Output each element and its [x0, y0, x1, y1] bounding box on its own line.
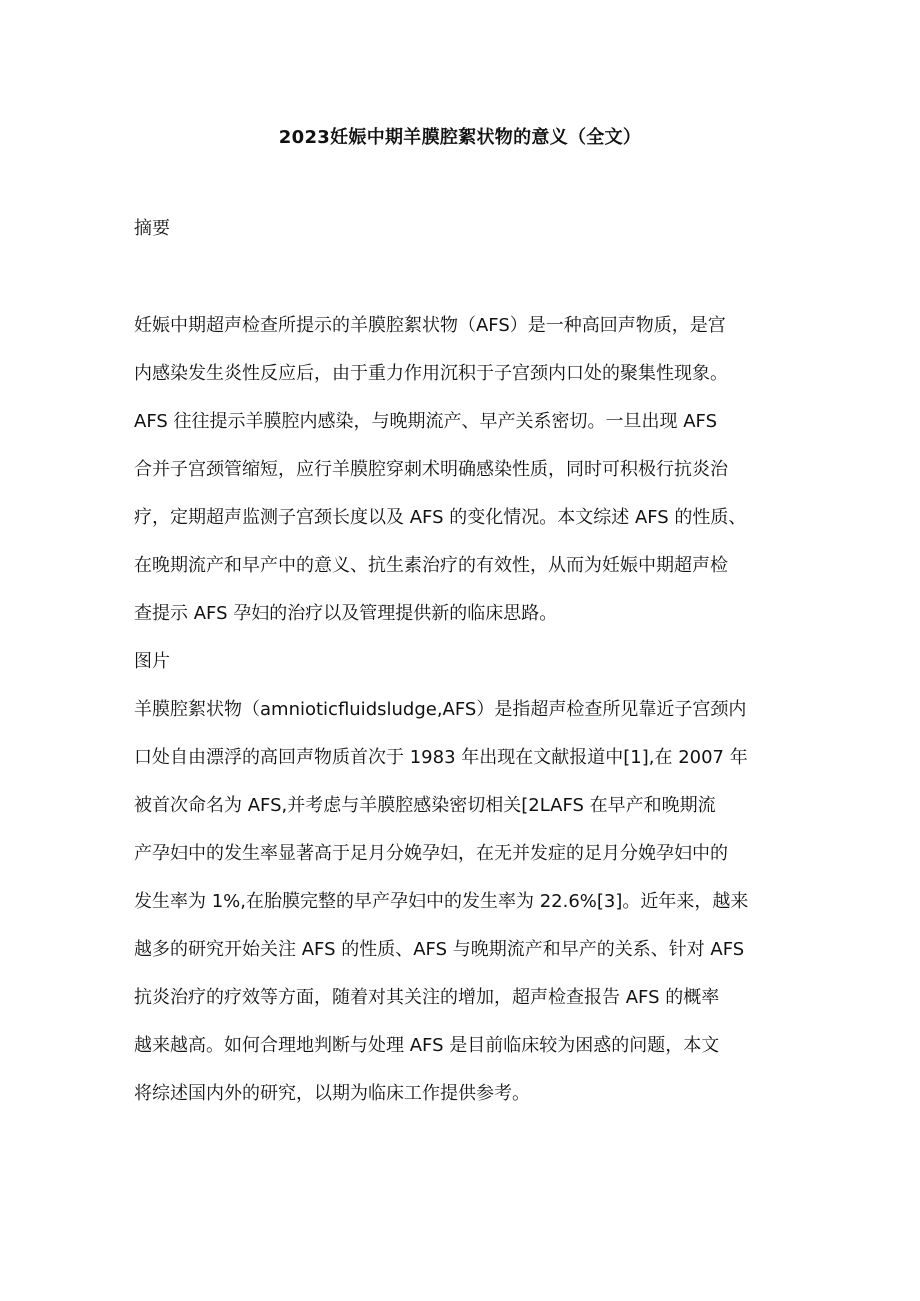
paragraph-line: AFS 往往提示羊膜腔内感染，与晚期流产、早产关系密切。一旦出现 AFS [134, 411, 717, 432]
abstract-heading: 摘要 [134, 218, 170, 239]
document-title: 2023妊娠中期羊膜腔絮状物的意义（全文） [278, 127, 642, 148]
abstract-paragraph [134, 302, 814, 638]
paragraph-line: 妊娠中期超声检查所提示的羊膜腔絮状物（AFS）是一种高回声物质，是宫 [134, 315, 726, 336]
paragraph-line: 将综述国内外的研究，以期为临床工作提供参考。 [134, 1083, 530, 1104]
paragraph-line: 口处自由漂浮的高回声物质首次于 1983 年出现在文献报道中[1],在 2007 年 [134, 747, 748, 768]
paragraph-line: 产孕妇中的发生率显著高于足月分娩孕妇，在无并发症的足月分娩孕妇中的 [134, 843, 728, 864]
paragraph-line: 羊膜腔絮状物（amnioticfluidsludge,AFS）是指超声检查所见靠近子宫颈内 [134, 699, 747, 720]
image-label [134, 638, 814, 686]
image-label-text: 图片 [134, 651, 170, 672]
paragraph-line: 发生率为 1%,在胎膜完整的早产孕妇中的发生率为 22.6%[3]。近年来，越来 [134, 891, 749, 912]
body-paragraph [134, 686, 814, 1118]
paragraph-line: 合并子宫颈管缩短，应行羊膜腔穿刺术明确感染性质，同时可积极行抗炎治 [134, 459, 728, 480]
paragraph-line: 内感染发生炎性反应后，由于重力作用沉积于子宫颈内口处的聚集性现象。 [134, 363, 728, 384]
paragraph-line: 越多的研究开始关注 AFS 的性质、AFS 与晚期流产和早产的关系、针对 AFS [134, 939, 745, 960]
paragraph-line: 查提示 AFS 孕妇的治疗以及管理提供新的临床思路。 [134, 603, 558, 624]
paragraph-line: 疗，定期超声监测子宫颈长度以及 AFS 的变化情况。本文综述 AFS 的性质、 [134, 507, 747, 528]
paragraph-line: 越来越高。如何合理地判断与处理 AFS 是目前临床较为困惑的问题，本文 [134, 1035, 720, 1056]
paragraph-line: 在晚期流产和早产中的意义、抗生素治疗的有效性，从而为妊娠中期超声检 [134, 555, 728, 576]
paragraph-line: 被首次命名为 AFS,并考虑与羊膜腔感染密切相关[2LAFS 在早产和晚期流 [134, 795, 716, 816]
paragraph-line: 抗炎治疗的疗效等方面，随着对其关注的增加，超声检查报告 AFS 的概率 [134, 987, 720, 1008]
